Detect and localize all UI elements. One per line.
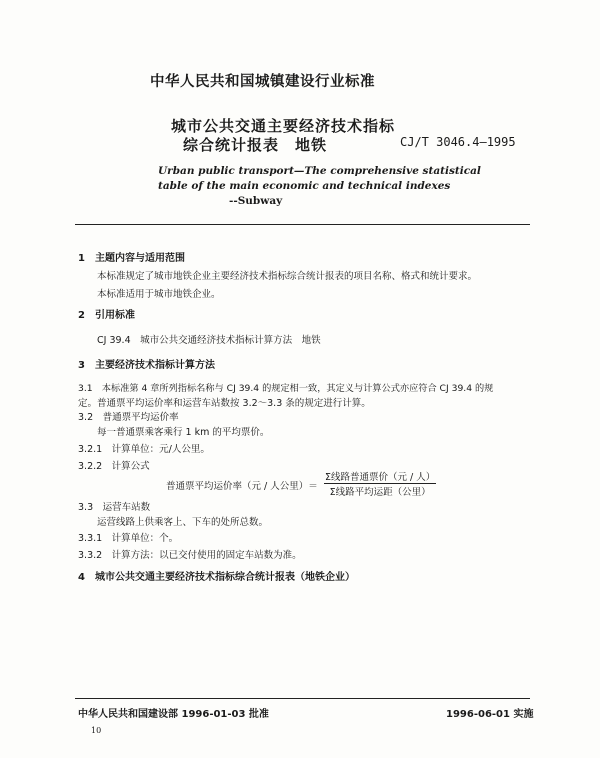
industry-header: 中华人民共和国城镇建设行业标准 xyxy=(150,74,375,90)
section-2-reference: CJ 39.4 城市公共交通经济技术指标计算方法 地铁 xyxy=(97,335,321,346)
english-title-line1: Urban public transport—The comprehensive statistical xyxy=(158,165,481,177)
section-1-paragraph-2: 本标准适用于城市地铁企业。 xyxy=(97,289,221,300)
section-1-title: 1 主题内容与适用范围 xyxy=(78,253,185,264)
section-3-title: 3 主要经济技术指标计算方法 xyxy=(78,360,215,371)
footer-rule xyxy=(75,698,530,699)
clause-3-1-line1: 3.1 本标准第 4 章所列指标名称与 CJ 39.4 的规定相一致，其定义与计算公式亦应符合 CJ 39.4 的规 xyxy=(78,383,494,394)
clause-3-3-1: 3.3.1 计算单位：个。 xyxy=(78,533,179,544)
clause-3-3-title: 3.3 运营车站数 xyxy=(78,502,151,513)
formula-fraction xyxy=(323,469,437,498)
clause-3-1-line2: 定。普通票平均运价率和运营车站数按 3.2～3.3 条的规定进行计算。 xyxy=(78,398,371,409)
section-1-paragraph-1: 本标准规定了城市地铁企业主要经济技术指标综合统计报表的项目名称、格式和统计要求。 xyxy=(97,271,478,282)
effective-date: 1996-06-01 实施 xyxy=(446,709,534,720)
header-rule xyxy=(75,224,530,225)
clause-3-2-definition: 每一普通票乘客乘行 1 km 的平均票价。 xyxy=(97,427,270,438)
clause-3-3-2: 3.3.2 计算方法：以已交付使用的固定车站数为准。 xyxy=(78,550,302,561)
english-title-line2: table of the main economic and technical indexes xyxy=(158,180,451,192)
clause-3-2-title: 3.2 普通票平均运价率 xyxy=(78,412,179,423)
approval-statement: 中华人民共和国建设部 1996-01-03 批准 xyxy=(78,709,269,720)
english-title-line3: --Subway xyxy=(229,195,283,207)
formula-numerator: Σ线路普通票价（元 / 人） xyxy=(325,472,436,483)
standard-number: CJ/T 3046.4—1995 xyxy=(400,135,516,149)
clause-3-2-1: 3.2.1 计算单位：元/人公里。 xyxy=(78,444,210,455)
section-4-title: 4 城市公共交通主要经济技术指标综合统计报表（地铁企业） xyxy=(78,572,355,583)
formula-denominator: Σ线路平均运距（公里） xyxy=(329,487,431,498)
page-number: 10 xyxy=(91,726,102,735)
formula-lhs: 普通票平均运价率（元 / 人公里）＝ xyxy=(166,481,318,492)
document-title-line1: 城市公共交通主要经济技术指标 xyxy=(171,117,396,135)
clause-3-2-2: 3.2.2 计算公式 xyxy=(78,461,150,472)
document-title-line2: 综合统计报表 地铁 xyxy=(183,136,328,154)
section-2-title: 2 引用标准 xyxy=(78,310,135,321)
clause-3-3-definition: 运营线路上供乘客上、下车的处所总数。 xyxy=(97,517,269,528)
